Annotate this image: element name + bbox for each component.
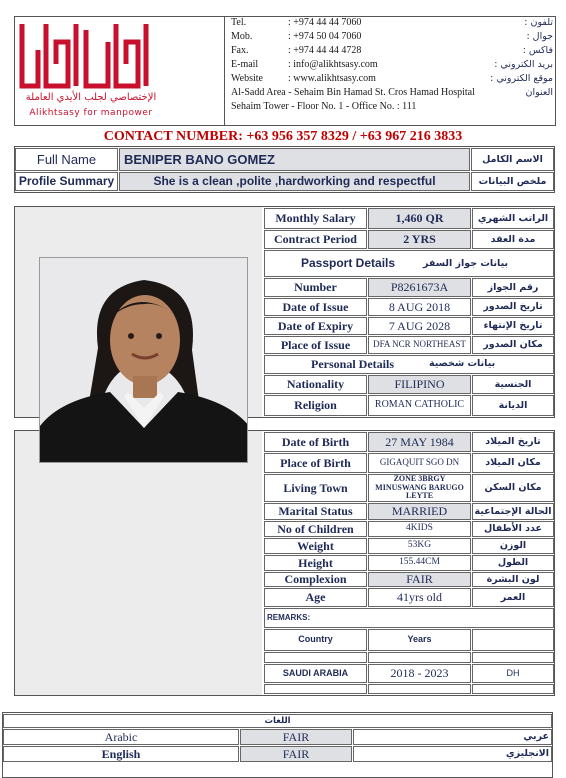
marital-status-label-ar: الحالة الإجتماعية <box>472 503 554 520</box>
passport-details-heading <box>264 250 554 277</box>
date-of-birth-value: 27 MAY 1984 <box>368 432 471 452</box>
weight-label: Weight <box>264 538 367 554</box>
nationality-label-ar: الجنسية <box>472 375 554 394</box>
age-value: 41yrs old <box>368 588 471 607</box>
mob-label-ar: جوال : <box>526 31 553 42</box>
children-label: No of Children <box>264 521 367 537</box>
place-of-issue-label: Place of Issue <box>264 336 367 354</box>
complexion-label-ar: لون البشرة <box>472 572 554 587</box>
nationality-label: Nationality <box>264 375 367 394</box>
remarks-spacer-2 <box>368 652 471 663</box>
remarks-spacer-1 <box>264 652 367 663</box>
website-label: Website <box>231 73 263 84</box>
language-arabic-label-ar: عربي <box>353 729 552 745</box>
religion-label: Religion <box>264 395 367 416</box>
weight-value: 53KG <box>368 538 471 554</box>
profile-summary-label-ar: ملخص البيانات <box>471 172 554 191</box>
complexion-value: FAIR <box>368 572 471 587</box>
date-of-issue-label: Date of Issue <box>264 298 367 316</box>
contract-period-label-ar: مدة العقد <box>472 230 554 249</box>
place-of-issue-value: DFA NCR NORTHEAST <box>368 336 471 354</box>
remarks-spacer-6 <box>472 684 554 694</box>
passport-details-title: Passport Details <box>301 256 396 270</box>
portrait-image <box>40 258 248 463</box>
monthly-salary-label-ar: الراتب الشهري <box>472 208 554 229</box>
monthly-salary-label: Monthly Salary <box>264 208 367 229</box>
nationality-value: FILIPINO <box>368 375 471 394</box>
website-link[interactable]: : www.alikhtsasy.com <box>288 73 376 84</box>
full-name-label: Full Name <box>15 148 118 171</box>
logo-english-text: Alikhtsasy for manpower <box>29 108 153 118</box>
marital-status-label: Marital Status <box>264 503 367 520</box>
full-name-label-ar: الاسم الكامل <box>471 148 554 171</box>
company-logo <box>16 20 222 124</box>
date-of-issue-value: 8 AUG 2018 <box>368 298 471 316</box>
candidate-photo <box>39 257 248 463</box>
mob-value: : +974 50 04 7060 <box>288 31 362 42</box>
place-of-issue-label-ar: مكان الصدور <box>472 336 554 354</box>
height-value: 155.44CM <box>368 555 471 571</box>
language-arabic-level: FAIR <box>240 729 352 745</box>
remarks-row <box>264 608 554 628</box>
experience-country: SAUDI ARABIA <box>264 664 367 683</box>
complexion-label: Complexion <box>264 572 367 587</box>
logo-arabic-subtitle: الإختصاصي لجلب الأيدي العاملة <box>25 92 157 103</box>
living-town-value: ZONE 3BRGY MINUSWANG BARUGO LEYTE <box>368 474 471 502</box>
fax-label-ar: فاكس : <box>522 45 553 56</box>
extra-column-header <box>472 629 554 651</box>
contract-period-value: 2 YRS <box>368 230 471 249</box>
remarks-spacer-4 <box>264 684 367 694</box>
language-english-label: English <box>3 746 239 762</box>
fax-label: Fax. <box>231 45 249 56</box>
language-english-level: FAIR <box>240 746 352 762</box>
mob-label: Mob. <box>231 31 253 42</box>
tel-label: Tel. <box>231 17 247 28</box>
date-of-expiry-label-ar: تاريخ الإنتهاء <box>472 317 554 335</box>
tel-value: : +974 44 44 7060 <box>288 17 362 28</box>
contact-block <box>231 17 553 117</box>
email-label: E-mail <box>231 59 259 70</box>
religion-label-ar: الديانة <box>472 395 554 416</box>
date-of-birth-label: Date of Birth <box>264 432 367 452</box>
years-column-header: Years <box>368 629 471 651</box>
remarks-label: REMARKS: <box>267 612 311 622</box>
age-label-ar: العمر <box>472 588 554 607</box>
children-value: 4KIDS <box>368 521 471 537</box>
contract-period-label: Contract Period <box>264 230 367 249</box>
email-label-ar: بريد الكتروني : <box>494 59 553 70</box>
remarks-spacer-3 <box>472 652 554 663</box>
experience-years: 2018 - 2023 <box>368 664 471 683</box>
date-of-expiry-value: 7 AUG 2028 <box>368 317 471 335</box>
marital-status-value: MARRIED <box>368 503 471 520</box>
place-of-birth-label-ar: مكان الميلاد <box>472 453 554 473</box>
email-link[interactable]: : info@alikhtsasy.com <box>288 59 378 70</box>
personal-details-title: Personal Details <box>311 357 394 371</box>
photo-panel-bg-2 <box>15 431 262 695</box>
language-arabic-label: Arabic <box>3 729 239 745</box>
children-label-ar: عدد الأطفال <box>472 521 554 537</box>
languages-heading-ar: اللغات <box>3 714 552 728</box>
monthly-salary-value: 1,460 QR <box>368 208 471 229</box>
country-column-header: Country <box>264 629 367 651</box>
profile-summary-value: She is a clean ,polite ,hardworking and respectful <box>119 172 470 191</box>
living-town-label: Living Town <box>264 474 367 502</box>
remarks-spacer-5 <box>368 684 471 694</box>
address-line-1: Al-Sadd Area - Sehaim Bin Hamad St. Cros Hamad Hospital <box>231 87 475 98</box>
personal-details-heading <box>264 355 554 374</box>
place-of-birth-value: GIGAQUIT SGO DN <box>368 453 471 473</box>
website-label-ar: موقع الكتروني : <box>490 73 553 84</box>
fax-value: : +974 44 44 4728 <box>288 45 362 56</box>
passport-number-label-ar: رقم الجواز <box>472 278 554 297</box>
date-of-birth-label-ar: تاريخ الميلاد <box>472 432 554 452</box>
full-name-value: BENIPER BANO GOMEZ <box>119 148 470 171</box>
address-line-2: Sehaim Tower - Floor No. 1 - Office No. : 111 <box>231 101 417 112</box>
tel-label-ar: تلفون : <box>524 17 553 28</box>
contact-number-banner: CONTACT NUMBER: +63 956 357 8329 / +63 967 216 3833 <box>103 129 463 144</box>
place-of-birth-label: Place of Birth <box>264 453 367 473</box>
language-english-label-ar: الانجليزي <box>353 746 552 762</box>
weight-label-ar: الوزن <box>472 538 554 554</box>
address-label-ar: العنوان <box>525 87 553 98</box>
passport-number-value: P8261673A <box>368 278 471 297</box>
personal-details-title-ar: بيانات شخصية <box>429 358 496 369</box>
height-label: Height <box>264 555 367 571</box>
religion-value: ROMAN CATHOLIC <box>368 395 471 416</box>
date-of-expiry-label: Date of Expiry <box>264 317 367 335</box>
living-town-label-ar: مكان السكن <box>472 474 554 502</box>
age-label: Age <box>264 588 367 607</box>
header-divider <box>224 16 225 126</box>
date-of-issue-label-ar: تاريخ الصدور <box>472 298 554 316</box>
passport-details-title-ar: بيانات جواز السفر <box>423 258 509 269</box>
experience-extra: DH <box>472 664 554 683</box>
passport-number-label: Number <box>264 278 367 297</box>
profile-summary-label: Profile Summary <box>15 172 118 191</box>
height-label-ar: الطول <box>472 555 554 571</box>
